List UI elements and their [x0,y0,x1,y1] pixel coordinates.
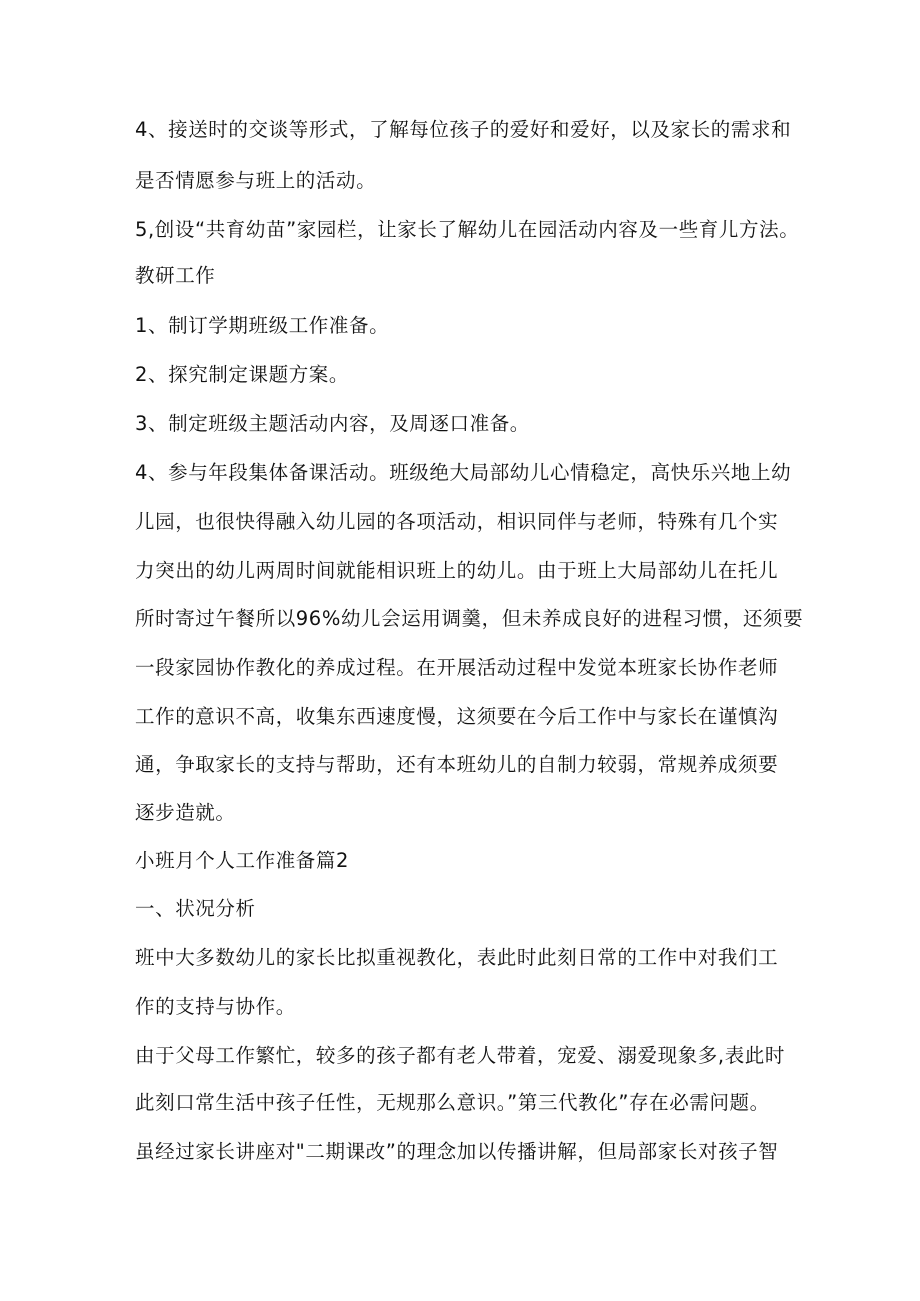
text-line: 此刻口常生活中孩子任性，无规那么意识。”第三代教化”存在必需问题。 [135,1091,770,1114]
text-line: 虽经过家长讲座对"二期课改”的理念加以传播讲解，但局部家长对孩子智 [135,1140,779,1163]
text-line: 是否情愿参与班上的活动。 [135,169,377,192]
text-line: 2、探究制定课题方案。 [135,363,350,386]
text-line: 一段家园协作教化的养成过程。在开展活动过程中发觉本班家长协作老师 [135,656,779,679]
section-heading: 教研工作 [135,264,216,287]
text-line: 力突出的幼儿两周时间就能相识班上的幼儿。由于班上大局部幼儿在托儿 [135,559,779,582]
text-line: 5,创设“共育幼苗”家园栏，让家长了解幼儿在园活动内容及一些育儿方法。 [135,218,800,241]
text-line: 工作的意识不高，收集东西速度慢，这须要在今后工作中与家长在谨慎沟 [135,705,779,728]
text-line: 班中大多数幼儿的家长比拟重视教化，表此时此刻日常的工作中对我们工 [135,946,779,969]
text-line: 1、制订学期班级工作准备。 [135,314,390,337]
text-line: 作的支持与协作。 [135,995,296,1018]
text-line: 儿园，也很快得融入幼儿园的各项活动，相识同伴与老师，特殊有几个实 [135,510,779,533]
section-heading: 小班月个人工作准备篇2 [135,849,350,872]
text-line: 逐步造就。 [135,801,236,824]
text-line: 3、制定班级主题活动内容，及周逐口准备。 [135,412,530,435]
text-line: 4、参与年段集体备课活动。班级绝大局部幼儿心情稳定，高快乐兴地上幼 [135,461,792,484]
text-line: 由于父母工作繁忙，较多的孩子都有老人带着，宠爱、溺爱现象多,表此时 [135,1044,785,1067]
section-heading: 一、状况分析 [135,897,256,920]
text-line: 通，争取家长的支持与帮助，还有本班幼儿的自制力较弱，常规养成须要 [135,753,779,776]
text-line: 所时寄过午餐所以96%幼儿会运用调羹，但未养成良好的进程习惯，还须要 [135,607,804,630]
text-line: 4、接送时的交谈等形式，了解每位孩子的爱好和爱好，以及家长的需求和 [135,118,792,141]
